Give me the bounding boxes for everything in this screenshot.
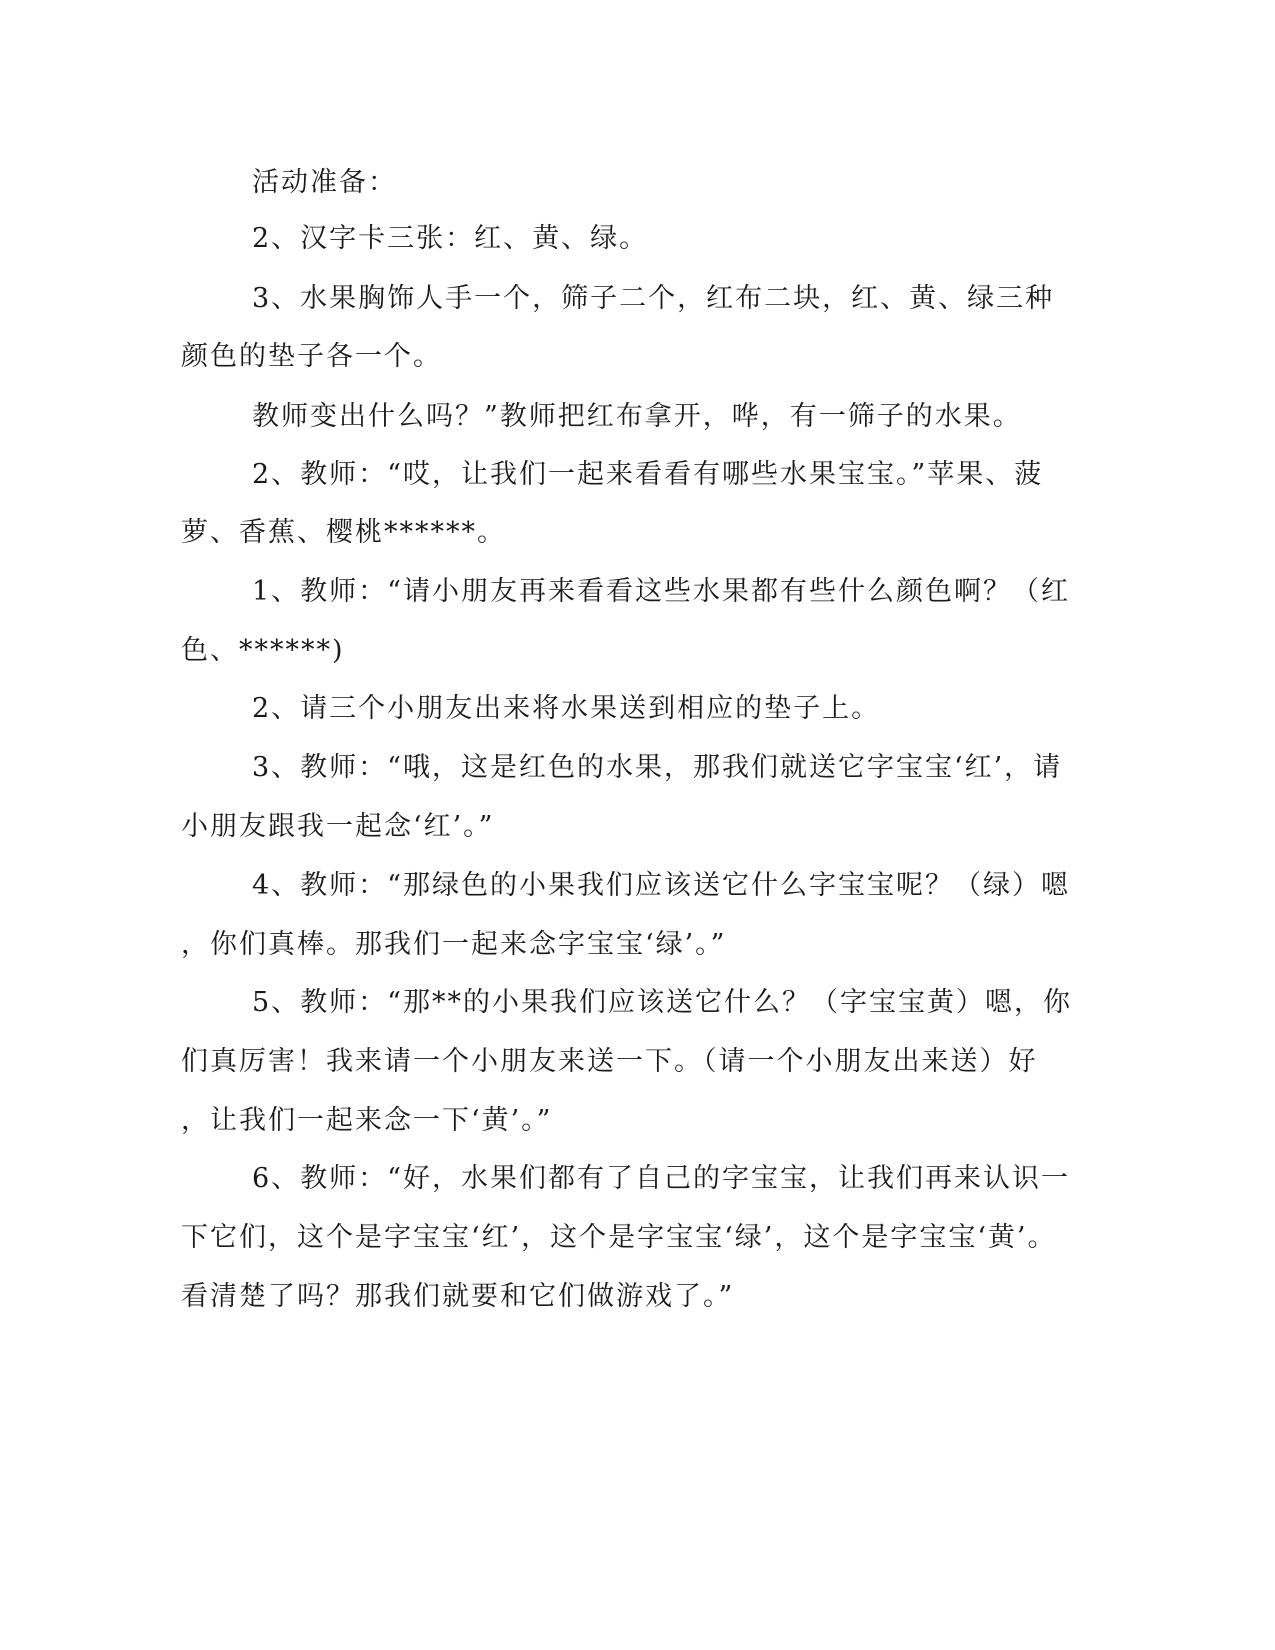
paragraph-line: 小朋友跟我一起念‘红’。”: [181, 811, 495, 842]
paragraph-line: 们真厉害！我来请一个小朋友来送一下。（请一个小朋友出来送）好: [181, 1046, 1038, 1077]
paragraph-line: 色、******): [181, 635, 345, 666]
paragraph-line: 颜色的垫子各一个。: [181, 341, 442, 372]
paragraph-line: 3、教师：“哦，这是红色的水果，那我们就送它字宝宝‘红’，请: [252, 752, 1063, 783]
paragraph-line: 2、请三个小朋友出来将水果送到相应的垫子上。: [252, 693, 881, 724]
paragraph-line: 4、教师：“那绿色的小果我们应该送它什么字宝宝呢？（绿）嗯: [252, 870, 1070, 901]
paragraph-line: 看清楚了吗？那我们就要和它们做游戏了。”: [181, 1281, 735, 1312]
paragraph-line: 1、教师：“请小朋友再来看看这些水果都有些什么颜色啊？（红: [252, 576, 1070, 607]
paragraph-line: 活动准备：: [252, 167, 397, 198]
paragraph-line: 5、教师：“那**的小果我们应该送它什么？（字宝宝黄）嗯，你: [252, 987, 1072, 1018]
paragraph-line: ，让我们一起来念一下‘黄’。”: [181, 1105, 553, 1136]
paragraph-line: ，你们真棒。那我们一起来念字宝宝‘绿’。”: [181, 929, 727, 960]
paragraph-line: 2、汉字卡三张：红、黄、绿。: [252, 223, 649, 254]
paragraph-line: 6、教师：“好，水果们都有了自己的字宝宝，让我们再来认识一: [252, 1163, 1070, 1194]
paragraph-line: 2、教师：“哎，让我们一起来看看有哪些水果宝宝。”苹果、菠: [252, 459, 1044, 490]
paragraph-line: 萝、香蕉、樱桃******。: [181, 517, 506, 548]
paragraph-line: 教师变出什么吗？”教师把红布拿开，哗，有一筛子的水果。: [252, 401, 1022, 432]
paragraph-line: 3、水果胸饰人手一个，筛子二个，红布二块，红、黄、绿三种: [252, 283, 1055, 314]
paragraph-line: 下它们，这个是字宝宝‘红’，这个是字宝宝‘绿’，这个是字宝宝‘黄’。: [181, 1222, 1057, 1253]
